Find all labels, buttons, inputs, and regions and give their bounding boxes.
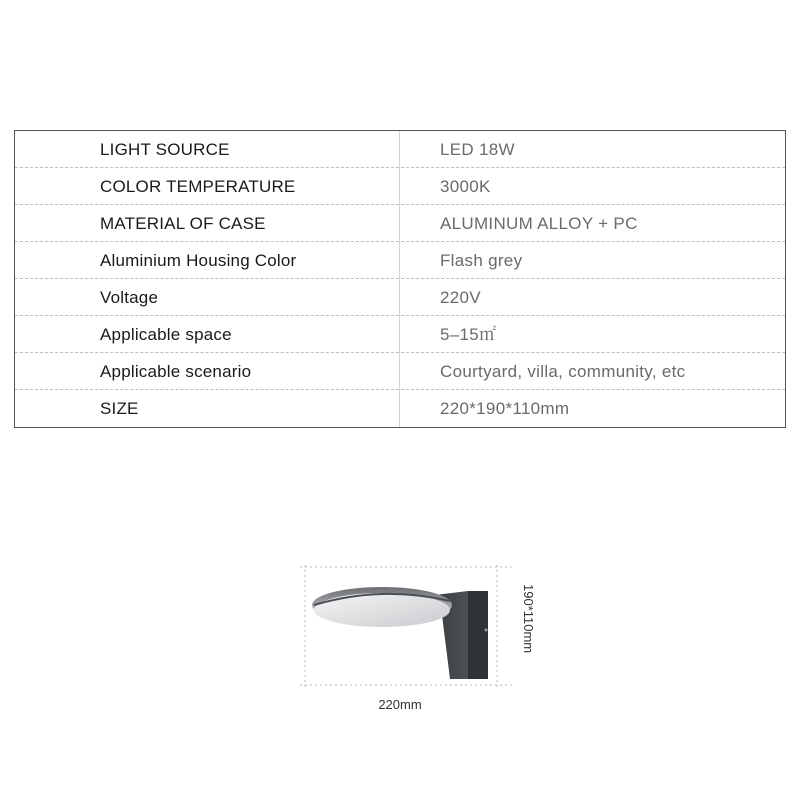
spec-row-voltage bbox=[15, 279, 785, 316]
spec-label: MATERIAL OF CASE bbox=[100, 214, 266, 233]
spec-row-color-temperature bbox=[15, 168, 785, 205]
spec-label: LIGHT SOURCE bbox=[100, 140, 230, 159]
spec-label: Applicable space bbox=[100, 325, 232, 344]
spec-value: 220*190*110mm bbox=[440, 399, 570, 418]
height-dimension-text: 190*110mm bbox=[521, 584, 536, 654]
spec-row-housing-color bbox=[15, 242, 785, 279]
spec-value: 220V bbox=[440, 288, 481, 307]
spec-label: SIZE bbox=[100, 399, 139, 418]
spec-label: Voltage bbox=[100, 288, 159, 307]
width-dimension-label: 220mm bbox=[378, 697, 422, 712]
spec-table bbox=[14, 130, 786, 428]
spec-value: ALUMINUM ALLOY + PC bbox=[440, 214, 638, 233]
spec-label: Applicable scenario bbox=[100, 362, 252, 381]
spec-row-size bbox=[15, 390, 785, 427]
height-dimension-label bbox=[520, 584, 536, 674]
lamp-shade bbox=[312, 587, 452, 627]
spec-value: Flash grey bbox=[440, 251, 523, 270]
spec-value: 5–15㎡ bbox=[440, 325, 497, 344]
spec-row-material bbox=[15, 205, 785, 242]
spec-value: LED 18W bbox=[440, 140, 515, 159]
spec-row-applicable-space bbox=[15, 316, 785, 353]
spec-value: Courtyard, villa, community, etc bbox=[440, 362, 686, 381]
spec-value: 3000K bbox=[440, 177, 491, 196]
spec-row-applicable-scenario bbox=[15, 353, 785, 390]
spec-label: COLOR TEMPERATURE bbox=[100, 177, 296, 196]
spec-row-light-source bbox=[15, 131, 785, 168]
spec-label: Aluminium Housing Color bbox=[100, 251, 297, 270]
